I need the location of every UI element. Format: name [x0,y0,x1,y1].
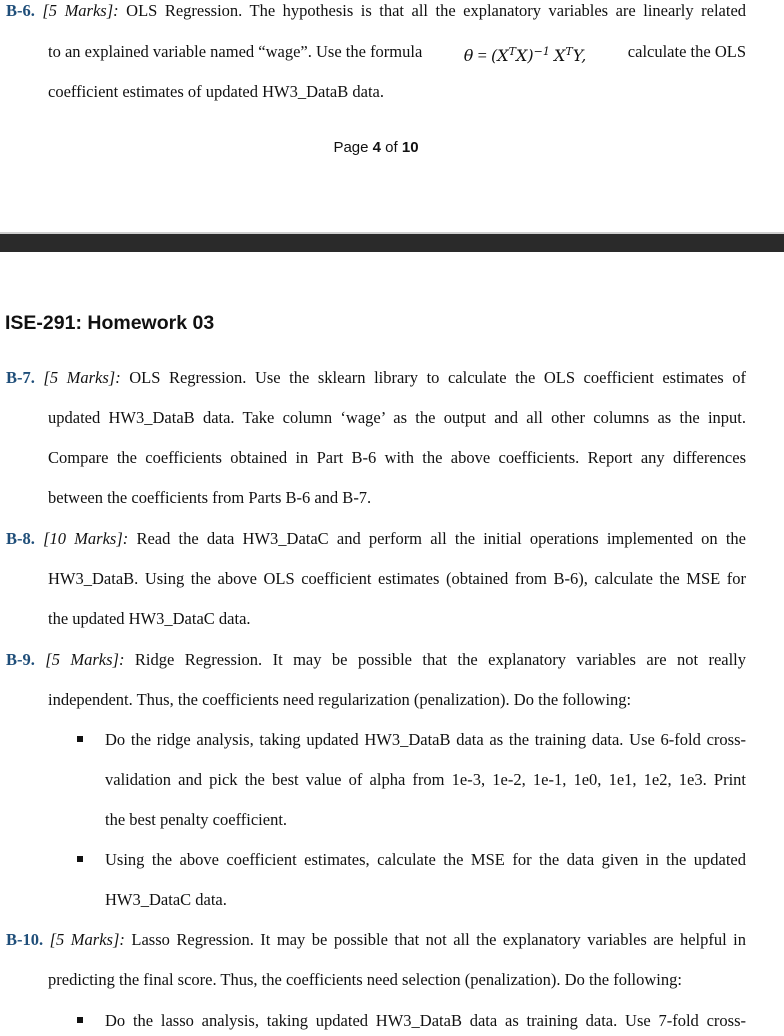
b10-marks: [5 Marks]: [49,930,125,949]
b9-text-1: Ridge Regression. It may be possible that the explanatory variables are not really [134,650,747,669]
b6-line-3: coefficient estimates of updated HW3_DataB data. [48,82,384,101]
formula-y: Y, [572,46,587,65]
b8-marks: [10 Marks]: [43,529,129,548]
b9-bullet1-line-2: validation and pick the best value of alpha from 1e-3, 1e-2, 1e-1, 1e0, 1e1, 1e2, 1e3. Print [105,770,746,789]
formula-mid: X) [515,46,534,65]
b8-line-1 [6,529,746,549]
formula-transpose-1: T [508,45,516,58]
footer-page-total: 10 [401,139,419,156]
footer-page-number: 4 [372,139,381,156]
page-footer [0,139,752,156]
b7-line-1 [6,368,746,388]
b10-line-1 [6,930,746,950]
b9-number: B-9. [6,650,35,669]
formula-transpose-2: T [565,45,573,58]
b7-marks: [5 Marks]: [43,368,121,387]
b9-line-2: independent. Thus, the coefficients need regularization (penalization). Do the following: [48,690,632,709]
b6-marks: [5 Marks]: [42,1,119,20]
b6-number: B-6. [6,1,35,20]
b6-line-1 [6,1,746,21]
page-break-divider [0,234,784,252]
b10-number: B-10. [6,930,44,949]
b8-line-3: the updated HW3_DataC data. [48,609,251,628]
b7-line-3: Compare the coefficients obtained in Part B-6 with the above coefficients. Report any differences [48,448,746,467]
b8-line-2: HW3_DataB. Using the above OLS coefficient estimates (obtained from B-6), calculate the MSE for [48,569,746,588]
b10-text-1: Lasso Regression. It may be possible that not all the explanatory variables are helpful in [131,930,747,949]
formula-lhs: (X [491,46,509,65]
b8-text-1: Read the data HW3_DataC and perform all the initial operations implemented on the [136,529,746,548]
formula-inverse: −1 [533,45,550,58]
b10-bullet1-line-1: Do the lasso analysis, taking updated HW3_DataB data as training data. Use 7-fold cross- [105,1011,746,1030]
b7-number: B-7. [6,368,35,387]
b8-number: B-8. [6,529,35,548]
ols-formula [464,42,587,66]
b6-text-2b: calculate the OLS [627,42,746,61]
b9-bullet2-line-2: HW3_DataC data. [105,890,227,909]
b7-line-2: updated HW3_DataB data. Take column ‘wage’ as the output and all other columns as the input. [48,408,746,427]
formula-equals: = [477,46,487,65]
formula-theta: θ [463,46,474,65]
b6-text-1: OLS Regression. The hypothesis is that all the explanatory variables are linearly related [126,1,747,20]
b7-text-1: OLS Regression. Use the sklearn library to calculate the OLS coefficient estimates of [129,368,747,387]
page-heading: ISE-291: Homework 03 [5,312,215,334]
bullet-marker [77,856,83,862]
bullet-marker [77,1017,83,1023]
footer-page-label: Page [333,139,369,156]
b9-bullet1-line-3: the best penalty coefficient. [105,810,288,829]
formula-x: X [553,46,566,65]
b9-marks: [5 Marks]: [45,650,125,669]
b6-text-2a: to an explained variable named “wage”. Use the formula [48,42,423,61]
bullet-marker [77,736,83,742]
b9-line-1 [6,650,746,670]
b10-line-2: predicting the final score. Thus, the coefficients need selection (penalization). Do the following: [48,970,682,989]
b7-line-4: between the coefficients from Parts B-6 and B-7. [48,488,372,507]
footer-of-label: of [385,139,398,156]
b6-line-2 [48,42,746,66]
b9-bullet1-line-1: Do the ridge analysis, taking updated HW3_DataB data as the training data. Use 6-fold cross- [105,730,746,749]
b9-bullet2-line-1: Using the above coefficient estimates, calculate the MSE for the data given in the updated [105,850,746,869]
